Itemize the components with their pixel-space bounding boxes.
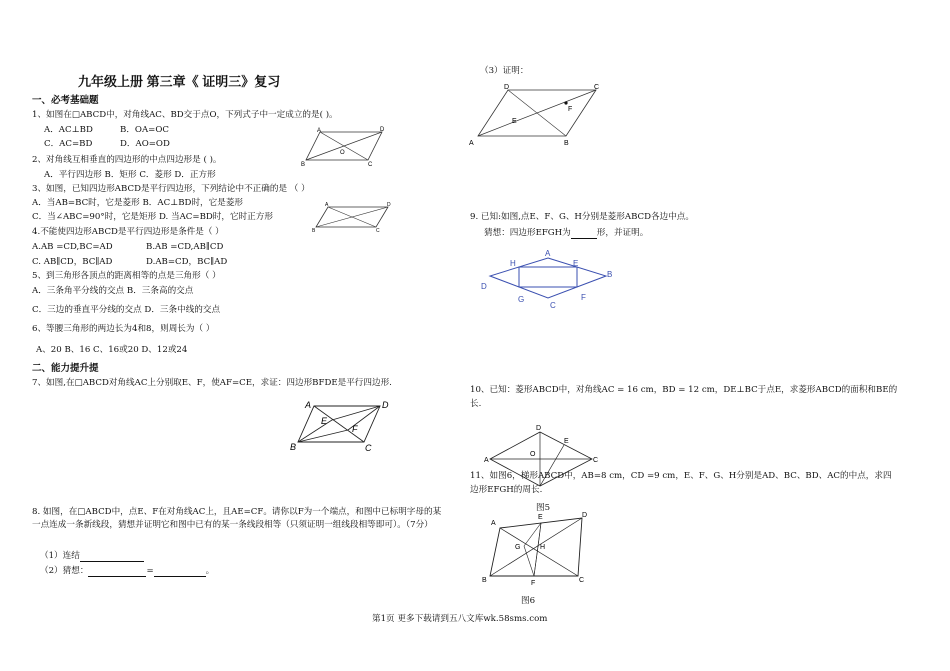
q8-label-c: C bbox=[594, 84, 600, 91]
q1-label-d: D bbox=[380, 127, 385, 133]
page-footer: 第1页 更多下载请到五八文库wk.58sms.com bbox=[372, 614, 548, 624]
q6-stem: 6、等腰三角形的两边长为4和8，则周长为（ ） bbox=[32, 324, 215, 334]
q8-step3: （3）证明： bbox=[480, 66, 529, 76]
q1-label-b: B bbox=[301, 162, 306, 168]
q8-step2-end: 。 bbox=[205, 566, 215, 576]
q1-option-b: B．OA=OC bbox=[120, 125, 169, 135]
q11-label-a: A bbox=[491, 520, 496, 527]
q8-step1-label: （1）连结 bbox=[40, 551, 80, 561]
q5-line1: A．三条角平分线的交点 B．三条高的交点 bbox=[32, 286, 194, 296]
q9-label-a: A bbox=[545, 249, 551, 258]
q3-line2: C．当∠ABC=90°时，它是矩形 D. 当AC=BD时，它时正方形 bbox=[32, 212, 273, 222]
q7-label-a: A bbox=[305, 400, 312, 410]
q9-rhombus-figure bbox=[478, 246, 618, 316]
q4-option-a: A.AB =CD,BC=AD bbox=[32, 242, 113, 252]
q8-label-f: F bbox=[568, 106, 573, 113]
q2-options: A．平行四边形 B．矩形 C．菱形 D．正方形 bbox=[44, 170, 216, 180]
q8-label-a: A bbox=[469, 140, 474, 147]
q9-rhombus bbox=[490, 258, 606, 298]
q3-label-c: C bbox=[376, 228, 380, 234]
q9-guess-suffix: 形，并证明。 bbox=[596, 228, 649, 238]
q5-stem: 5、到三角形各顶点的距离相等的点是三角形（ ） bbox=[32, 271, 221, 281]
q4-option-c: C. AB∥CD，BC∥AD bbox=[32, 257, 113, 267]
q7-label-b: B bbox=[290, 442, 297, 452]
q10-stem: 10、已知：菱形ABCD中，对角线AC = 16 cm，BD = 12 cm，DE⊥BC于点E，求菱形ABCD的面积和BE的长. bbox=[470, 385, 898, 409]
q1-option-c: C．AC=BD bbox=[44, 139, 93, 149]
q8-step1 bbox=[40, 551, 144, 562]
q10-label-c: C bbox=[593, 457, 599, 464]
q8-stem: 8. 如图，在□ABCD中，点E、F在对角线AC上，且AE=CF。请你以F为一个端点，和图中已标明字母的某一点连成一条新线段，猜想并证明它和图中已有的某一条线段相等（只须证明一组线段相等即可）。（7分） bbox=[32, 507, 442, 531]
q9-guess-prefix: 猜想：四边形EFGH为 bbox=[484, 228, 571, 238]
q1-label-a: A bbox=[317, 128, 322, 134]
q7-label-f: F bbox=[352, 424, 358, 434]
fig5-caption: 图5 bbox=[536, 503, 551, 513]
q7-parallelogram-figure bbox=[286, 398, 396, 454]
q7-label-e: E bbox=[321, 416, 328, 426]
q9-label-g: G bbox=[518, 295, 525, 304]
q8-step2-label: （2）猜想： bbox=[40, 566, 89, 576]
q2-stem: 2、对角线互相垂直的四边形的中点四边形是 ( )。 bbox=[32, 155, 222, 165]
q10-label-e: E bbox=[564, 438, 569, 445]
q10-label-a: A bbox=[484, 457, 489, 464]
q9-label-d: D bbox=[481, 282, 487, 291]
q8-point-marker bbox=[564, 101, 567, 104]
q7-label-c: C bbox=[365, 443, 372, 453]
q9-label-h: H bbox=[510, 259, 516, 268]
q8-step2-blank-right bbox=[154, 566, 206, 577]
q3-label-b: B bbox=[312, 228, 316, 234]
q9-guess-blank bbox=[571, 228, 597, 239]
q3-line1: A．当AB=BC时，它是菱形 B．AC⊥BD时，它是菱形 bbox=[32, 198, 244, 208]
q8-step2-equals: = bbox=[146, 566, 154, 576]
q8-label-b: B bbox=[564, 140, 569, 147]
q9-stem: 9. 已知:如图,点E、F、G、H分别是菱形ABCD各边中点。 bbox=[470, 212, 694, 222]
q5-line2: C．三边的垂直平分线的交点 D．三条中线的交点 bbox=[32, 305, 221, 315]
q8-parallelogram-figure bbox=[466, 80, 606, 148]
q4-stem: 4.不能使四边形ABCD是平行四边形是条件是（ ） bbox=[32, 227, 224, 237]
q1-parallelogram-figure bbox=[300, 126, 385, 168]
q3-label-a: A bbox=[325, 202, 329, 208]
q4-option-d: D.AB=CD，BC∥AD bbox=[146, 257, 228, 267]
q11-label-b: B bbox=[482, 577, 487, 584]
q8-step2 bbox=[40, 566, 214, 577]
fig6-caption: 图6 bbox=[521, 596, 536, 606]
q10-label-d: D bbox=[536, 425, 542, 432]
q9-label-f: F bbox=[581, 293, 586, 302]
q9-label-e: E bbox=[573, 259, 579, 268]
q1-option-d: D．AO=OD bbox=[120, 139, 170, 149]
section-basic-heading: 一、必考基础题 bbox=[32, 95, 99, 106]
q1-stem: 1、如图在□ABCD中，对角线AC、BD交于点O，下列式子中一定成立的是( )。 bbox=[32, 110, 338, 120]
q8-label-e: E bbox=[512, 118, 517, 125]
q10-label-o: O bbox=[530, 451, 536, 458]
q4-option-b: B.AB =CD,AB∥CD bbox=[146, 242, 224, 252]
q7-stem: 7、如图,在□ABCD对角线AC上分别取E、F，使AF=CE，求证：四边形BFDE是平行四边形. bbox=[32, 378, 392, 388]
q1-option-a: A．AC⊥BD bbox=[44, 125, 93, 135]
q9-guess bbox=[484, 228, 648, 239]
q3-parallelogram-figure bbox=[312, 200, 392, 234]
q9-label-b: B bbox=[607, 270, 613, 279]
q11-stem: 11、如图6，梯形ABCD中，AB=8 cm，CD =9 cm，E、F、G、H分别是AD、BC、BD、AC的中点，求四边形EFGH的周长. bbox=[470, 471, 892, 495]
q11-label-g: G bbox=[515, 544, 521, 551]
q6-options: A、20 B、16 C、16或20 D、12或24 bbox=[36, 345, 188, 355]
q11-label-c: C bbox=[579, 577, 585, 584]
q1-label-c: C bbox=[368, 162, 373, 168]
q1-label-o: O bbox=[340, 150, 345, 156]
q11-trapezoid-figure bbox=[482, 508, 592, 588]
q11-label-f: F bbox=[531, 580, 536, 587]
q11-label-h: H bbox=[540, 544, 546, 551]
q3-label-d: D bbox=[387, 202, 391, 208]
q9-midpoint-quad bbox=[519, 267, 577, 287]
page-title: 九年级上册 第三章《 证明三》复习 bbox=[78, 74, 281, 89]
q11-label-d: D bbox=[582, 512, 588, 519]
section-advanced-heading: 二、能力提升提 bbox=[32, 363, 99, 374]
q11-label-e: E bbox=[538, 514, 543, 521]
q3-stem: 3、如图，已知四边形ABCD是平行四边形，下列结论中不正确的是 （ ） bbox=[32, 184, 310, 194]
q8-label-d: D bbox=[504, 84, 510, 91]
q9-label-c: C bbox=[550, 301, 556, 310]
q8-step1-blank bbox=[80, 551, 144, 562]
q8-step2-blank-left bbox=[88, 566, 146, 577]
q7-label-d: D bbox=[382, 400, 389, 410]
